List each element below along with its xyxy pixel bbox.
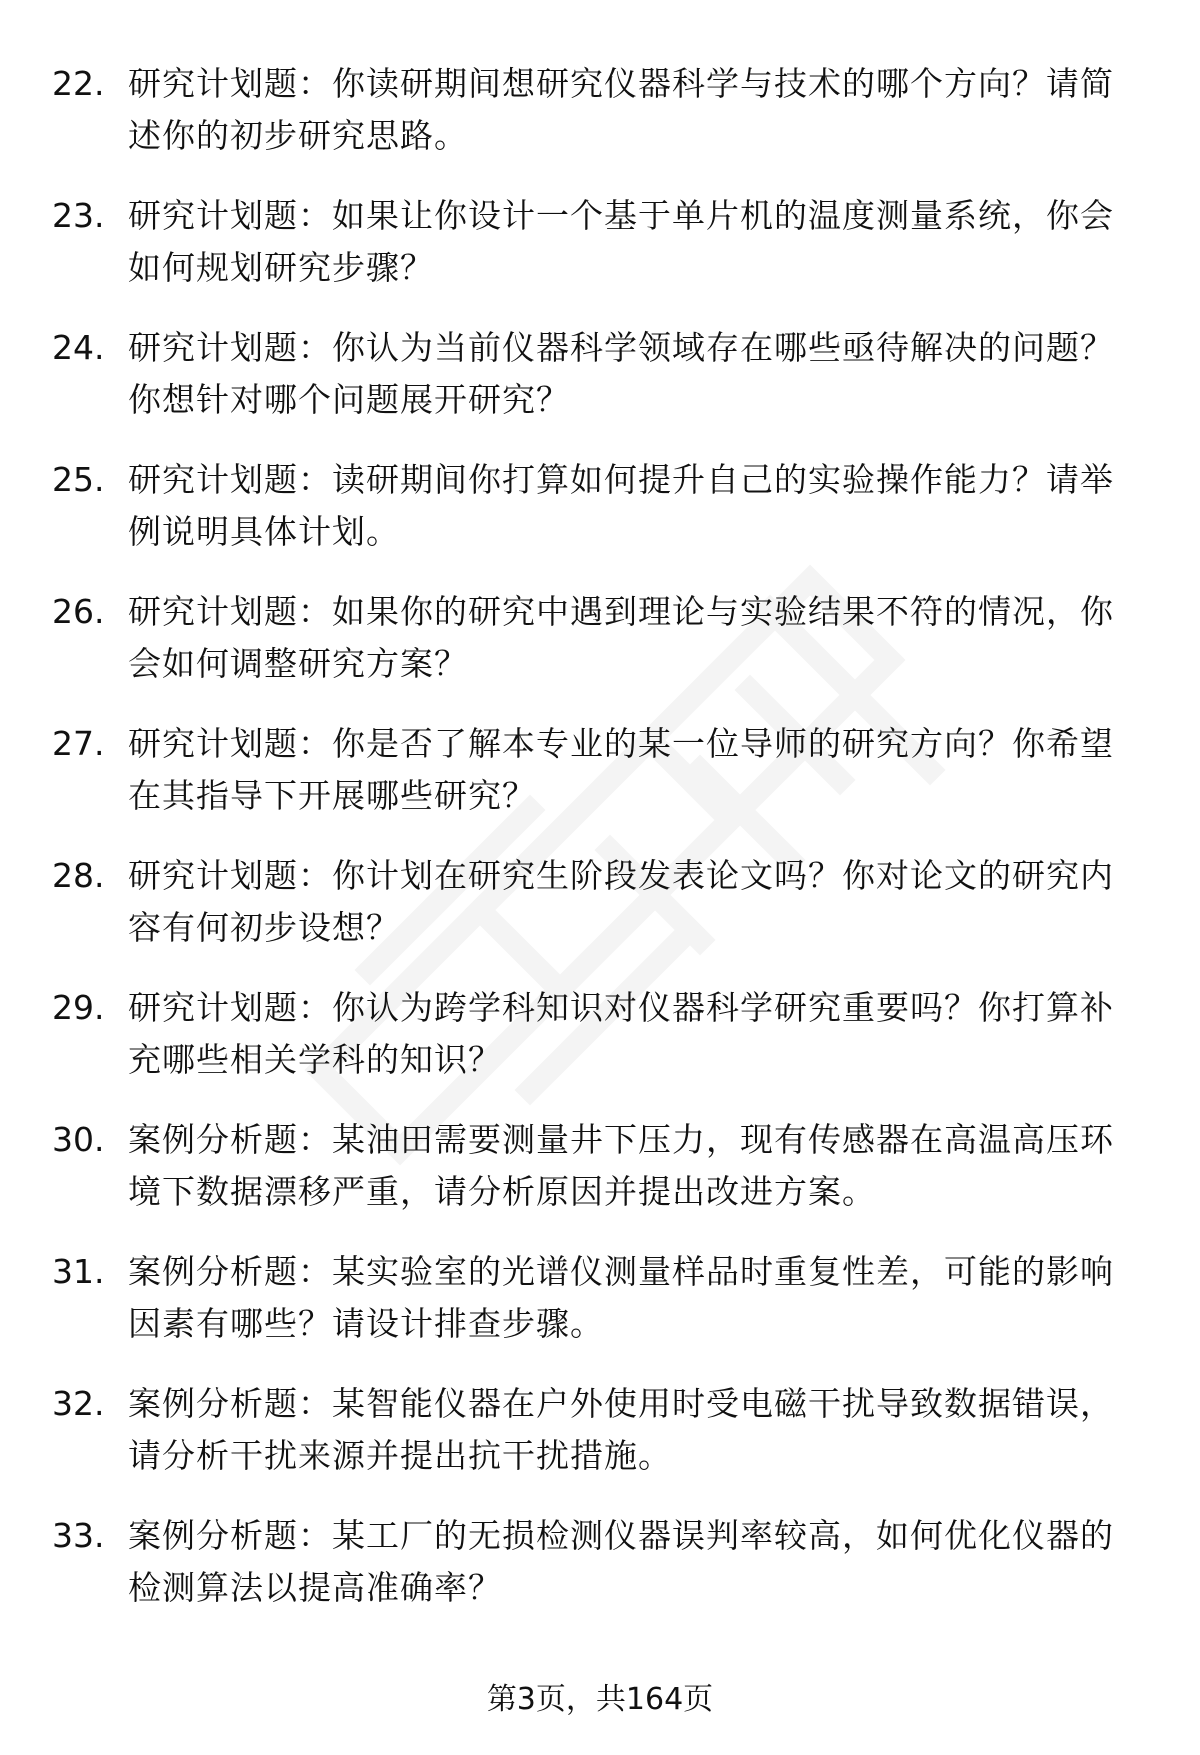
question-number: 32. [52, 1384, 105, 1423]
question-item-24 [52, 322, 1142, 454]
question-text: 研究计划题：你是否了解本专业的某一位导师的研究方向？你希望在其指导下开展哪些研究？ [128, 724, 1114, 815]
question-list [52, 58, 1142, 1642]
question-number: 30. [52, 1120, 105, 1159]
question-number: 26. [52, 592, 105, 631]
question-text: 案例分析题：某工厂的无损检测仪器误判率较高，如何优化仪器的检测算法以提高准确率？ [128, 1516, 1114, 1607]
question-item-31 [52, 1246, 1142, 1378]
question-number: 33. [52, 1516, 105, 1555]
question-number: 27. [52, 724, 105, 763]
question-text: 研究计划题：你读研期间想研究仪器科学与技术的哪个方向？请简述你的初步研究思路。 [128, 64, 1114, 155]
question-item-22 [52, 58, 1142, 190]
question-text: 研究计划题：读研期间你打算如何提升自己的实验操作能力？请举例说明具体计划。 [128, 460, 1114, 551]
question-item-27 [52, 718, 1142, 850]
question-text: 案例分析题：某智能仪器在户外使用时受电磁干扰导致数据错误，请分析干扰来源并提出抗干扰措施。 [128, 1384, 1114, 1475]
question-item-29 [52, 982, 1142, 1114]
question-number: 28. [52, 856, 105, 895]
question-number: 24. [52, 328, 105, 367]
question-item-32 [52, 1378, 1142, 1510]
question-text: 研究计划题：你认为当前仪器科学领域存在哪些亟待解决的问题？你想针对哪个问题展开研究？ [128, 328, 1114, 419]
question-text: 研究计划题：你认为跨学科知识对仪器科学研究重要吗？你打算补充哪些相关学科的知识？ [128, 988, 1114, 1079]
question-text: 研究计划题：如果让你设计一个基于单片机的温度测量系统，你会如何规划研究步骤？ [128, 196, 1114, 287]
question-item-30 [52, 1114, 1142, 1246]
question-item-23 [52, 190, 1142, 322]
question-number: 23. [52, 196, 105, 235]
question-text: 案例分析题：某油田需要测量井下压力，现有传感器在高温高压环境下数据漂移严重，请分析原因并提出改进方案。 [128, 1120, 1114, 1211]
page-footer: 第3页，共164页 [486, 1682, 714, 1717]
question-number: 29. [52, 988, 105, 1027]
question-number: 31. [52, 1252, 105, 1291]
question-number: 22. [52, 64, 105, 103]
question-item-33 [52, 1510, 1142, 1642]
question-item-26 [52, 586, 1142, 718]
question-item-28 [52, 850, 1142, 982]
question-number: 25. [52, 460, 105, 499]
question-text: 研究计划题：你计划在研究生阶段发表论文吗？你对论文的研究内容有何初步设想？ [128, 856, 1114, 947]
question-text: 研究计划题：如果你的研究中遇到理论与实验结果不符的情况，你会如何调整研究方案？ [128, 592, 1114, 683]
question-text: 案例分析题：某实验室的光谱仪测量样品时重复性差，可能的影响因素有哪些？请设计排查步骤。 [128, 1252, 1114, 1343]
question-item-25 [52, 454, 1142, 586]
